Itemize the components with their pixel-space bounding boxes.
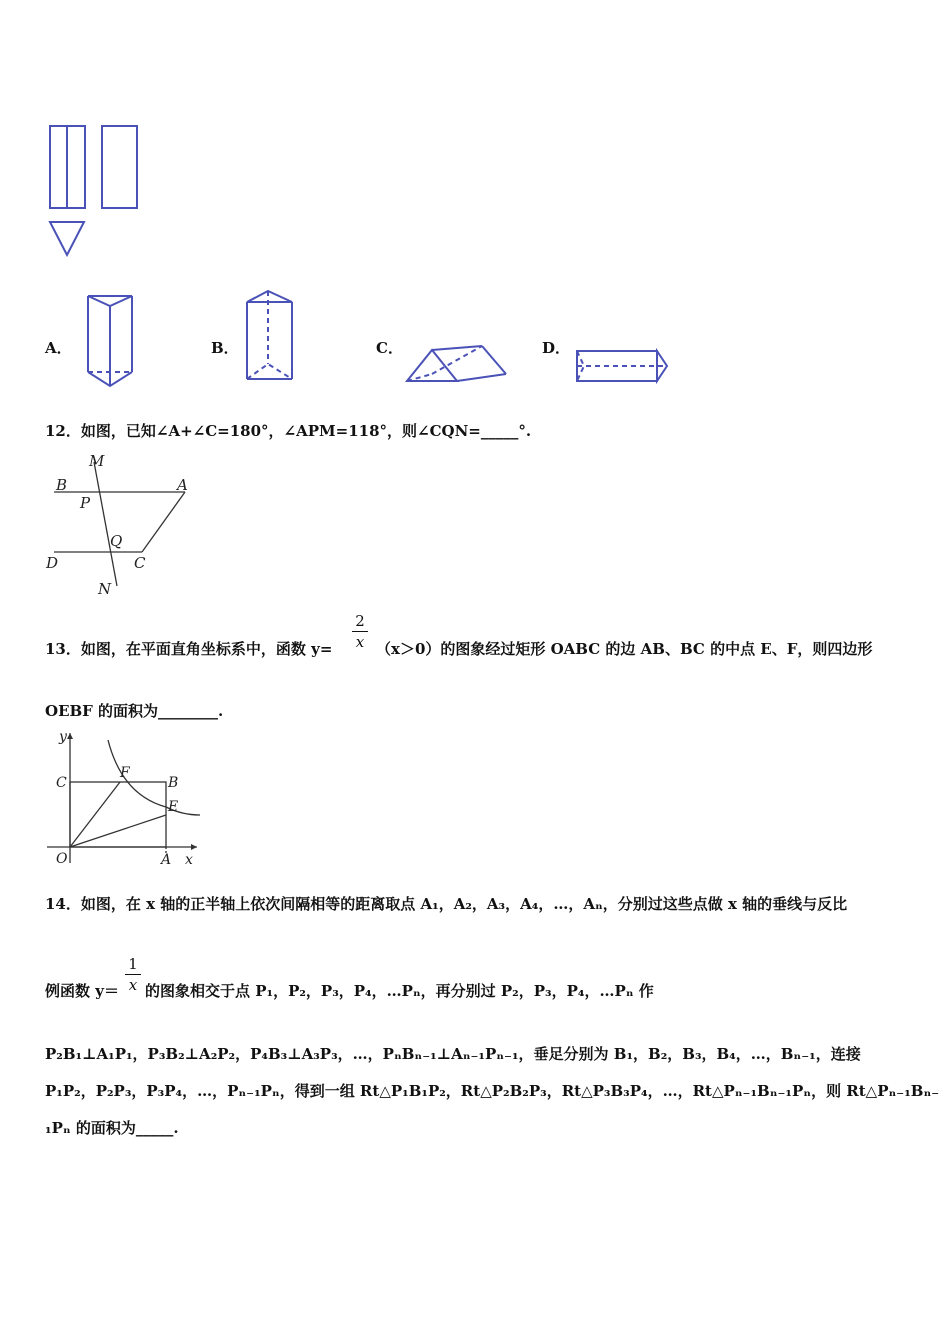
side-view bbox=[102, 126, 137, 208]
q13-text-c: OEBF 的面积为________. bbox=[45, 702, 224, 720]
label-a: A bbox=[177, 476, 188, 494]
q14-fraction bbox=[125, 955, 141, 994]
q12-figure bbox=[42, 450, 202, 598]
option-d-label: D． bbox=[542, 339, 571, 357]
label-b: B bbox=[168, 775, 179, 791]
label-x: x bbox=[185, 852, 193, 868]
label-y: y bbox=[59, 729, 67, 745]
q14-line2b: 的图象相交于点 P₁，P₂，P₃，P₄，…Pₙ，再分别过 P₂，P₃，P₄，…Pₙ 作 bbox=[145, 982, 654, 1000]
line-mn bbox=[94, 462, 117, 586]
q14-line2a: 例函数 y＝ bbox=[45, 982, 119, 1000]
three-view-figure bbox=[45, 118, 145, 263]
option-b-label: B． bbox=[211, 339, 239, 357]
q13-frac-num: 2 bbox=[355, 612, 365, 630]
label-c: C bbox=[56, 775, 67, 791]
option-d-prism bbox=[572, 345, 672, 390]
q12-text: 12．如图，已知∠A+∠C=180°，∠APM=118°，则∠CQN=_____°. bbox=[45, 422, 532, 440]
q14-line5: ₁Pₙ 的面积为_____. bbox=[45, 1119, 179, 1137]
q14-frac-num: 1 bbox=[128, 955, 138, 973]
label-a: A bbox=[161, 852, 172, 868]
q13-coordinate-figure bbox=[42, 725, 207, 873]
q14-line3: P₂B₁⊥A₁P₁，P₃B₂⊥A₂P₂，P₄B₃⊥A₃P₃，…，PₙBₙ₋₁⊥Aₙ₋₁Pₙ₋₁，垂足分别为 B₁，B₂，B₃，B₄，…，Bₙ₋₁，连接 bbox=[45, 1045, 861, 1063]
segment-of bbox=[70, 782, 120, 847]
q13-fraction bbox=[352, 612, 368, 651]
label-p: P bbox=[80, 494, 91, 512]
q13-text-b: （x＞0）的图象经过矩形 OABC 的边 AB、BC 的中点 E、F，则四边形 bbox=[376, 640, 873, 658]
label-m: M bbox=[89, 452, 105, 470]
q14-frac-den: x bbox=[128, 976, 138, 994]
q14-line1: 14．如图，在 x 轴的正半轴上依次间隔相等的距离取点 A₁，A₂，A₃，A₄，…，Aₙ，分别过这些点做 x 轴的垂线与反比 bbox=[45, 895, 848, 913]
label-e: E bbox=[168, 799, 179, 815]
label-o: O bbox=[56, 851, 68, 867]
option-a-label: A． bbox=[45, 339, 72, 357]
label-q: Q bbox=[110, 532, 123, 550]
option-b-prism bbox=[242, 286, 300, 386]
label-c: C bbox=[134, 554, 146, 572]
label-f: F bbox=[120, 765, 130, 781]
segment-oe bbox=[70, 815, 166, 847]
q13-text-a: 13．如图，在平面直角坐标系中，函数 y= bbox=[45, 640, 333, 658]
option-c-prism bbox=[402, 338, 512, 388]
label-n: N bbox=[98, 580, 112, 598]
option-a-prism bbox=[80, 288, 140, 393]
label-b: B bbox=[56, 476, 68, 494]
label-d: D bbox=[46, 554, 59, 572]
segment-ac bbox=[142, 492, 185, 552]
q14-line4: P₁P₂，P₂P₃，P₃P₄，…，Pₙ₋₁Pₙ，得到一组 Rt△P₁B₁P₂，Rt△P₂B₂P₃，Rt△P₃B₃P₄，…，Rt△Pₙ₋₁Bₙ₋₁Pₙ，则 Rt△Pₙ₋₁Bₙ₋ bbox=[45, 1082, 940, 1100]
top-view bbox=[50, 222, 84, 255]
option-c-label: C． bbox=[376, 339, 403, 357]
q13-frac-den: x bbox=[355, 633, 365, 651]
rectangle-oabc bbox=[70, 782, 166, 847]
